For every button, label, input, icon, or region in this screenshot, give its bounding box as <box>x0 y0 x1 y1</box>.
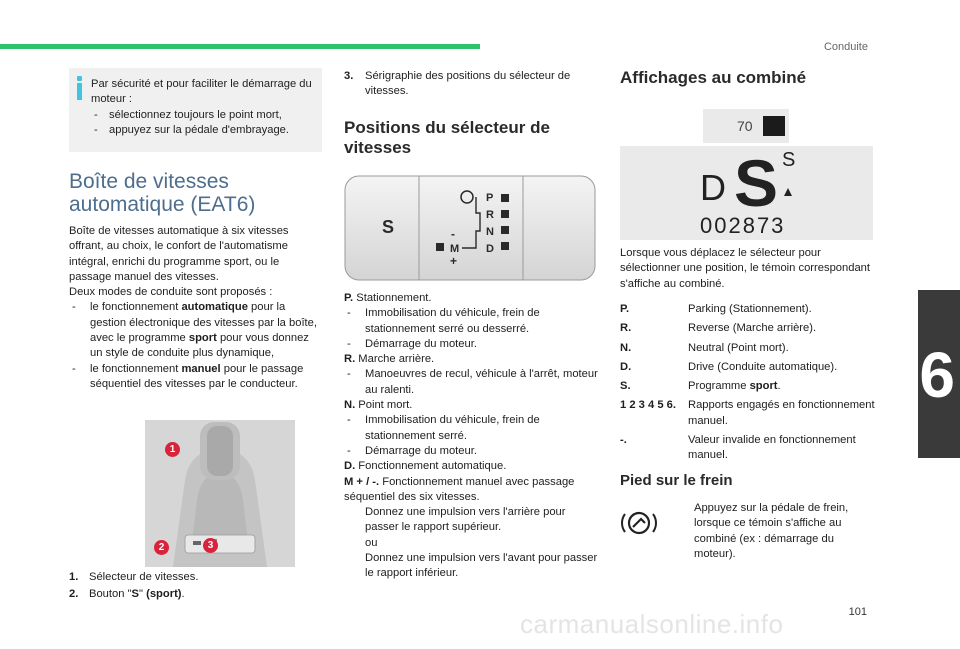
gear-selector-photo <box>145 420 295 567</box>
info-icon <box>75 76 84 100</box>
section-title: Conduite <box>823 41 868 53</box>
selector-title: Positions du sélecteur de vitesses <box>344 118 550 157</box>
brake-title: Pied sur le frein <box>620 472 733 489</box>
legend-row: P. Parking (Stationnement). <box>620 303 812 315</box>
list-item: Donnez une impulsion vers l'avant pour passer le rapport inférieur. <box>365 552 598 580</box>
list-item: - sélectionnez toujours le point mort, <box>91 108 316 123</box>
list-item: Donnez une impulsion vers l'arrière pour passer le rapport supérieur. <box>365 506 566 534</box>
list-item: - le fonctionnement manuel pour le passage séquentiel des vitesses par le conducteur. <box>69 362 322 393</box>
svg-text:P: P <box>486 192 494 204</box>
svg-text:+: + <box>450 254 458 268</box>
def-m: M + / -. Fonctionnement manuel avec passage séquentiel des six vitesses. <box>344 475 575 503</box>
caption-1: 1. Sélecteur de vitesses. <box>69 571 199 583</box>
gearbox-description <box>69 224 322 392</box>
callout-badge: 2 <box>154 540 169 555</box>
gear-big: S <box>734 146 779 220</box>
svg-text:R: R <box>486 209 494 221</box>
header-accent-bar <box>0 44 480 49</box>
modes-list <box>69 300 322 392</box>
list-item: - le fonctionnement automatique pour la gestion électronique des vitesses par la boîte, avec le programme sport pour vous donnez un style de conduite plus dynamique, <box>69 300 322 361</box>
legend-row: N. Neutral (Point mort). <box>620 341 789 354</box>
list-item: - Manoeuvres de recul, véhicule à l'arrêt, moteur au ralenti. <box>347 368 598 396</box>
info-intro: Par sécurité et pour faciliter le démarrage du moteur : <box>91 78 312 106</box>
list-item: - Immobilisation du véhicule, frein de stationnement serré ou desserré. <box>347 307 540 335</box>
caption-2: 2. Bouton "S" (sport). <box>69 588 185 600</box>
def-p: P. Stationnement. <box>344 292 432 304</box>
legend-row: -. Valeur invalide en fonctionnement manuel. <box>620 434 856 462</box>
def-n: N. Point mort. <box>344 399 413 412</box>
list-item: - appuyez sur la pédale d'embrayage. <box>91 123 316 138</box>
callout-badge: 3 <box>203 538 218 553</box>
list-item: ou <box>365 536 378 549</box>
up-arrow-icon <box>784 188 792 196</box>
sport-button-label: S <box>382 217 395 237</box>
gear-letter: D <box>700 167 726 208</box>
svg-text:70: 70 <box>737 118 753 134</box>
legend-row: D. Drive (Conduite automatique). <box>620 360 838 373</box>
page-number: 101 <box>848 606 867 618</box>
callout-badge: 1 <box>165 442 180 457</box>
selector-diagram <box>344 173 596 283</box>
brake-pedal-icon <box>619 508 659 538</box>
def-d: D. Fonctionnement automatique. <box>344 460 507 473</box>
svg-text:M: M <box>450 243 460 255</box>
info-list <box>91 108 316 139</box>
gearbox-title: Boîte de vitesses automatique (EAT6) <box>69 170 256 216</box>
caption-3: 3. Sérigraphie des positions du sélecteur de vitesses. <box>344 70 571 98</box>
svg-text:-: - <box>451 227 455 241</box>
chapter-number: 6 <box>919 339 955 411</box>
cluster-intro: Lorsque vous déplacez le sélecteur pour sélectionner une position, le témoin correspondant s'affiche au combiné. <box>620 247 871 290</box>
watermark: carmanualsonline.info <box>520 609 784 639</box>
gear-small: S <box>782 149 796 171</box>
list-item: - Démarrage du moteur. <box>347 337 477 350</box>
selector-definitions <box>344 291 600 582</box>
cluster-legend <box>620 302 875 468</box>
list-item: - Immobilisation du véhicule, frein de stationnement serré. <box>347 414 540 442</box>
gear-indicator-display <box>620 146 873 240</box>
cluster-display-top <box>703 109 789 143</box>
cluster-display-main <box>620 146 873 240</box>
def-r: R. Marche arrière. <box>344 353 435 366</box>
odometer: 002873 <box>700 213 786 238</box>
selector-panel <box>344 173 596 283</box>
cluster-title: Affichages au combiné <box>620 68 807 87</box>
list-item: - Démarrage du moteur. <box>347 444 477 457</box>
gearbox-intro: Boîte de vitesses automatique à six vitesses offrant, au choix, le confort de l'automatisme intégral, enrichi du programme sport, ou le passage manuel des vitesses. <box>69 225 289 283</box>
brake-instruction: Appuyez sur la pédale de frein, lorsque ce témoin s'affiche au combiné (ex : démarrage du moteur). <box>694 502 849 560</box>
legend-row: R. Reverse (Marche arrière). <box>620 322 817 335</box>
info-text <box>91 77 316 138</box>
legend-row: 1 2 3 4 5 6. Rapports engagés en fonctionnement manuel. <box>620 399 875 427</box>
modes-intro: Deux modes de conduite sont proposés : <box>69 286 273 299</box>
speed-display <box>703 109 789 143</box>
legend-row: S. Programme sport. <box>620 380 781 393</box>
svg-text:D: D <box>486 243 494 255</box>
svg-text:N: N <box>486 226 494 238</box>
